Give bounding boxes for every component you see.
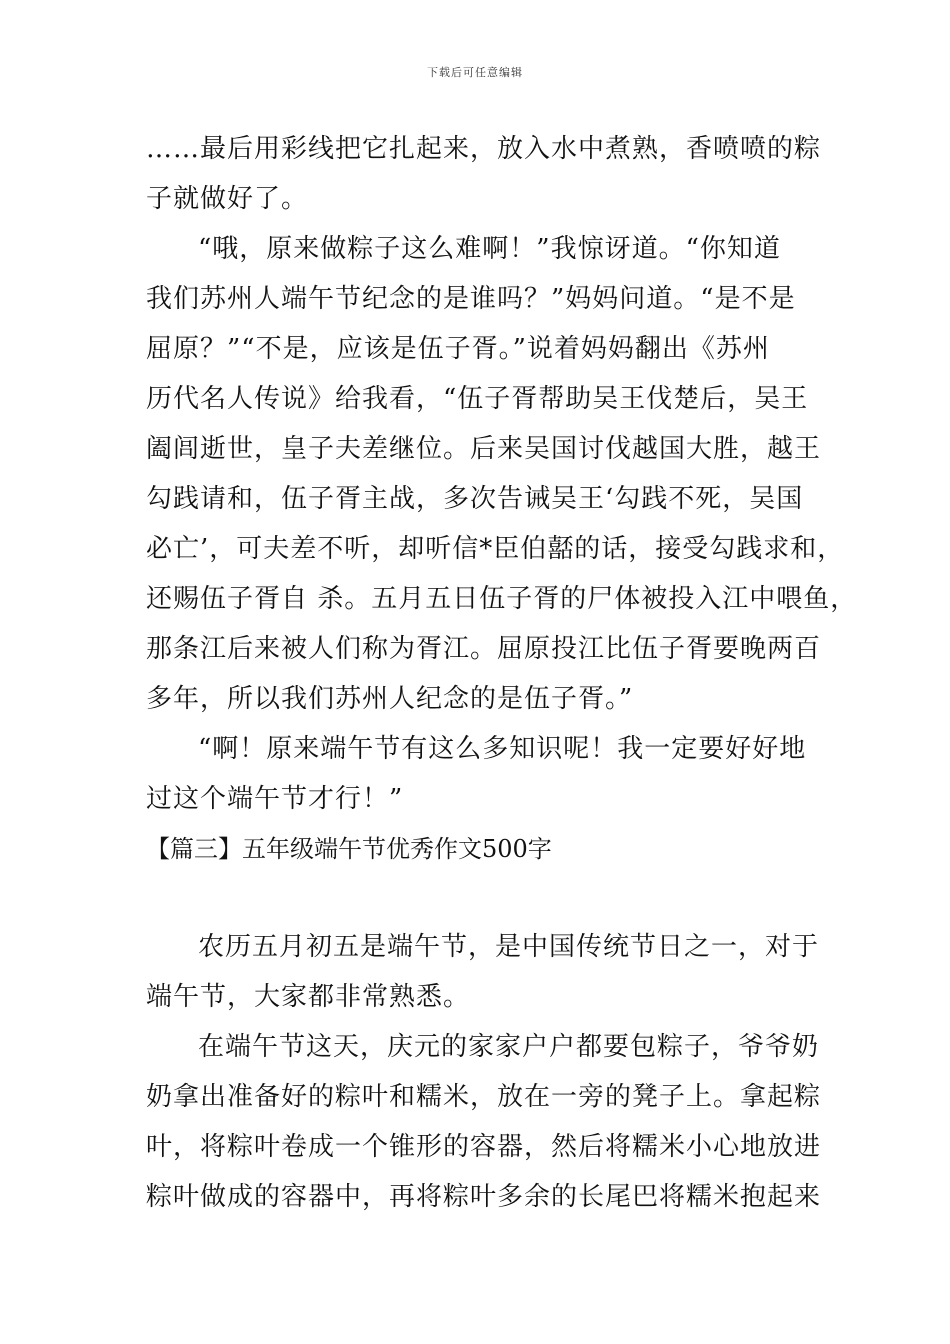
text-line: 屈原？”“不是，应该是伍子胥。”说着妈妈翻出《苏州 xyxy=(146,334,770,364)
text-line: 粽叶做成的容器中，再将粽叶多余的长尾巴将糯米抱起来 xyxy=(146,1182,822,1212)
text-line: 多年，所以我们苏州人纪念的是伍子胥。” xyxy=(146,684,634,714)
text-line: 还赐伍子胥自 杀。五月五日伍子胥的尸体被投入江中喂鱼， xyxy=(146,584,858,614)
text-line: 我们苏州人端午节纪念的是谁吗？”妈妈问道。“是不是 xyxy=(146,284,796,314)
text-line: 历代名人传说》给我看，“伍子胥帮助吴王伐楚后，吴王 xyxy=(146,384,809,414)
paragraph-start-line: “啊！原来端午节有这么多知识呢！我一定要好好地 xyxy=(198,734,807,764)
text-line: 叶，将粽叶卷成一个锥形的容器，然后将糯米小心地放进 xyxy=(146,1132,822,1162)
text-line: 端午节，大家都非常熟悉。 xyxy=(146,982,471,1012)
page-header: 下载后可任意编辑 xyxy=(427,66,523,79)
paragraph-start-line: 在端午节这天，庆元的家家户户都要包粽子，爷爷奶 xyxy=(198,1032,820,1062)
text-line: 子就做好了。 xyxy=(146,184,309,214)
text-line: 必亡’，可夫差不听，却听信*臣伯嚭的话，接受勾践求和， xyxy=(146,534,845,564)
section-heading: 【篇三】五年级端午节优秀作文500字 xyxy=(146,835,552,863)
paragraph-start-line: “哦，原来做粽子这么难啊！”我惊讶道。“你知道 xyxy=(198,234,781,264)
text-line: 奶拿出准备好的粽叶和糯米，放在一旁的凳子上。拿起粽 xyxy=(146,1082,822,1112)
text-line: ……最后用彩线把它扎起来，放入水中煮熟，香喷喷的粽 xyxy=(146,134,822,164)
text-line: 过这个端午节才行！” xyxy=(146,784,404,814)
text-line: 勾践请和，伍子胥主战，多次告诫吴王‘勾践不死，吴国 xyxy=(146,484,804,514)
text-line: 那条江后来被人们称为胥江。屈原投江比伍子胥要晚两百 xyxy=(146,634,822,664)
paragraph-start-line: 农历五月初五是端午节，是中国传统节日之一，对于 xyxy=(198,932,820,962)
text-line: 阖闾逝世，皇子夫差继位。后来吴国讨伐越国大胜，越王 xyxy=(146,434,822,464)
